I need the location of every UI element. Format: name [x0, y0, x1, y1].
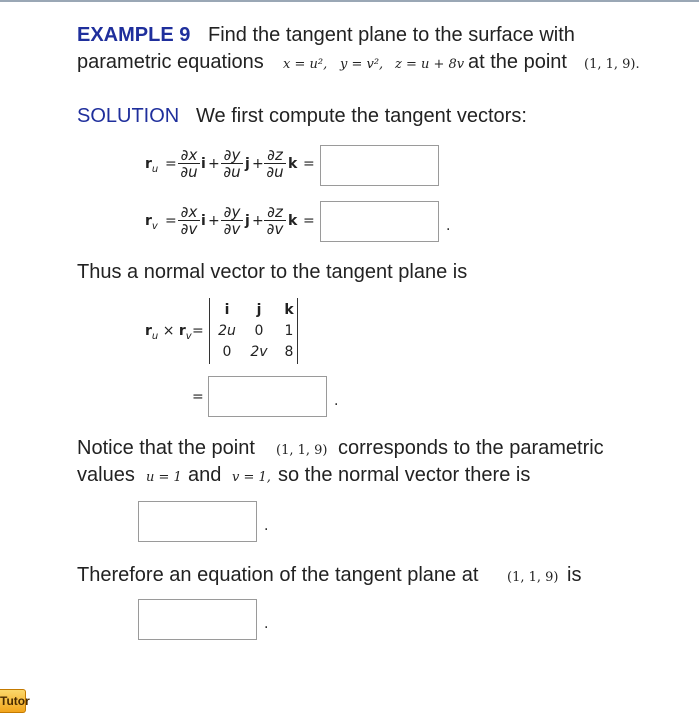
- normal-at-point-answer-box[interactable]: [138, 501, 257, 542]
- rv-dy-dv-fraction: $\frac{\partial y}{\partial v}$: [221, 204, 243, 237]
- notice-and: and: [188, 464, 222, 486]
- ru-plus-2: +: [252, 156, 264, 172]
- therefore-point: (1, 1, 9): [507, 570, 559, 585]
- det-r2c2: 0: [254, 323, 264, 339]
- tangent-plane-answer-box[interactable]: [138, 599, 257, 640]
- example-line2-prefix: parametric equations: [77, 51, 264, 73]
- det-r1c2: j: [256, 302, 262, 318]
- therefore-text: Therefore an equation of the tangent plane at: [77, 564, 479, 586]
- ru-answer-box[interactable]: [320, 145, 439, 186]
- rv-label: $r_v$: [145, 213, 158, 232]
- notice-line1-suffix: corresponds to the parametric: [338, 437, 604, 459]
- notice-line2-suffix: so the normal vector there is: [278, 464, 531, 486]
- ru-plus-1: +: [208, 156, 220, 172]
- normal-vector-answer-box[interactable]: [208, 376, 327, 417]
- rv-k: k: [288, 213, 298, 229]
- equation-y: y = v²,: [340, 57, 384, 72]
- notice-u-value: u = 1: [146, 470, 182, 485]
- rv-answer-box[interactable]: [320, 201, 439, 242]
- notice-v-value: v = 1,: [232, 470, 271, 485]
- cross-equals-2: =: [192, 389, 204, 405]
- notice-period: .: [264, 518, 269, 534]
- rv-dx-dv-fraction: $\frac{\partial x}{\partial v}$: [178, 204, 200, 237]
- tutor-button[interactable]: Tutor: [0, 689, 26, 713]
- normal-vector-text: Thus a normal vector to the tangent plane is: [77, 261, 468, 283]
- equation-x: x = u²,: [283, 57, 328, 72]
- notice-line2-prefix: values: [77, 464, 135, 486]
- example-line2-mid: at the point: [468, 51, 567, 73]
- cross-period: .: [334, 393, 339, 409]
- det-r2c3: 1: [284, 323, 294, 339]
- solution-text: We first compute the tangent vectors:: [196, 105, 527, 127]
- det-r3c2: 2v: [250, 344, 268, 360]
- notice-point: (1, 1, 9): [276, 443, 328, 458]
- det-r2c1: 2u: [218, 323, 236, 339]
- det-r3c1: 0: [222, 344, 232, 360]
- det-r1c3: k: [284, 302, 294, 318]
- example-prompt: Find the tangent plane to the surface with: [208, 24, 575, 46]
- rv-j: j: [245, 213, 250, 229]
- rv-equals: =: [165, 213, 177, 229]
- ru-dz-du-fraction: $\frac{\partial z}{\partial u}$: [264, 147, 286, 180]
- therefore-period: .: [264, 616, 269, 632]
- ru-equals-2: =: [303, 156, 315, 172]
- ru-dx-du-fraction: $\frac{\partial x}{\partial u}$: [178, 147, 200, 180]
- ru-equals: =: [165, 156, 177, 172]
- notice-line1-prefix: Notice that the point: [77, 437, 255, 459]
- equation-z: z = u + 8v: [395, 57, 465, 72]
- therefore-suffix: is: [567, 564, 582, 586]
- ru-dy-du-fraction: $\frac{\partial y}{\partial u}$: [221, 147, 243, 180]
- example-point: (1, 1, 9).: [584, 57, 640, 72]
- cross-product-label: $r_u \times r_v$: [145, 323, 192, 342]
- det-r1c1: i: [224, 302, 230, 318]
- rv-period: .: [446, 218, 451, 234]
- det-r3c3: 8: [284, 344, 294, 360]
- determinant-left-bar: [209, 298, 210, 364]
- ru-i: i: [201, 156, 206, 172]
- ru-label: $r_u$: [145, 156, 159, 175]
- rv-plus-1: +: [208, 213, 220, 229]
- example-label: EXAMPLE 9: [77, 24, 191, 46]
- rv-equals-2: =: [303, 213, 315, 229]
- cross-equals: =: [192, 323, 204, 339]
- rv-plus-2: +: [252, 213, 264, 229]
- rv-dz-dv-fraction: $\frac{\partial z}{\partial v}$: [264, 204, 286, 237]
- ru-j: j: [245, 156, 250, 172]
- solution-label: SOLUTION: [77, 105, 180, 127]
- top-border: [0, 0, 699, 2]
- rv-i: i: [201, 213, 206, 229]
- ru-k: k: [288, 156, 298, 172]
